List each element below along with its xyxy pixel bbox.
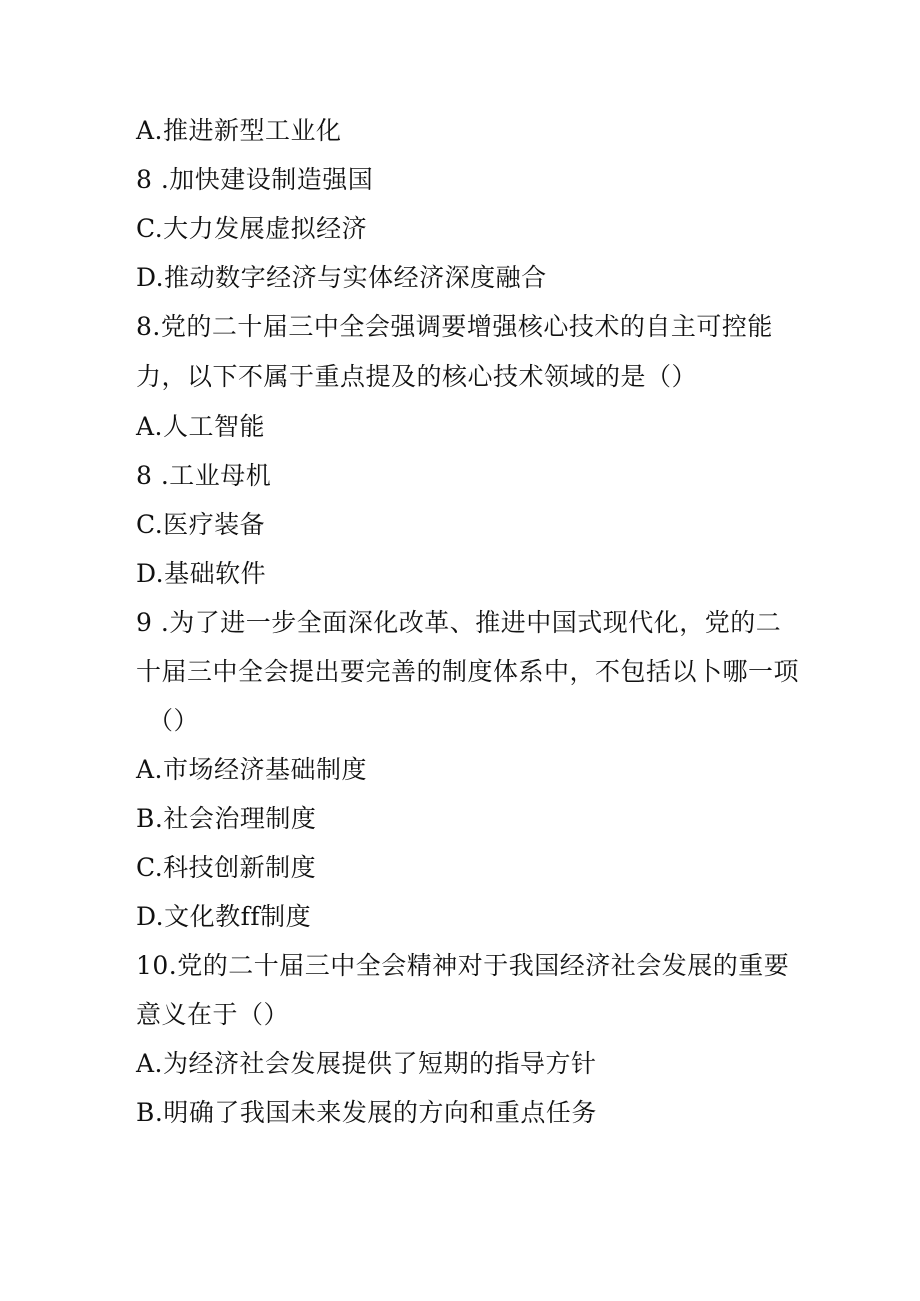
option-a-ai: A.人工智能 — [136, 412, 266, 441]
option-c-virtual-economy: C.大力发展虚拟经济 — [136, 214, 368, 243]
option-b-machine-tools: 8 .工业母机 — [136, 461, 272, 490]
option-c-medical-equipment: C.医疗装备 — [136, 510, 266, 539]
option-b-future-direction: B.明确了我国未来发展的方向和重点任务 — [136, 1098, 597, 1127]
option-a-short-term-guidance: A.为经济社会发展提供了短期的指导方针 — [136, 1049, 597, 1078]
option-b-manufacturing-power: 8 .加快建设制造强国 — [136, 165, 374, 194]
question-8-line-1: 8.党的二十届三中全会强调要增强核心技术的自主可控能 — [136, 312, 773, 341]
option-a-new-industrialization: A.推进新型工业化 — [136, 116, 342, 145]
question-9-line-3: （） — [148, 706, 200, 735]
question-9-line-1: 9 .为了进一步全面深化改革、推进中国式现代化，党的二 — [136, 608, 782, 637]
option-b-social-governance-system: B.社会治理制度 — [136, 804, 317, 833]
option-a-market-economy-system: A.市场经济基础制度 — [136, 755, 368, 784]
option-d-digital-economy: D.推动数字经济与实体经济深度融合 — [136, 263, 547, 292]
option-c-tech-innovation-system: C.科技创新制度 — [136, 853, 317, 882]
question-10-line-2: 意义在于（） — [136, 1000, 290, 1029]
question-10-line-1: 10.党的二十届三中全会精神对于我国经济社会发展的重要 — [136, 951, 790, 980]
option-d-basic-software: D.基础软件 — [136, 559, 267, 588]
option-d-culture-education-system: D.文化教ff制度 — [136, 902, 312, 931]
question-8-line-2: 力，以下不属于重点提及的核心技术领域的是（） — [136, 362, 698, 391]
question-9-line-2: 十届三中全会提出要完善的制度体系中，不包括以卜哪一项 — [136, 657, 800, 686]
